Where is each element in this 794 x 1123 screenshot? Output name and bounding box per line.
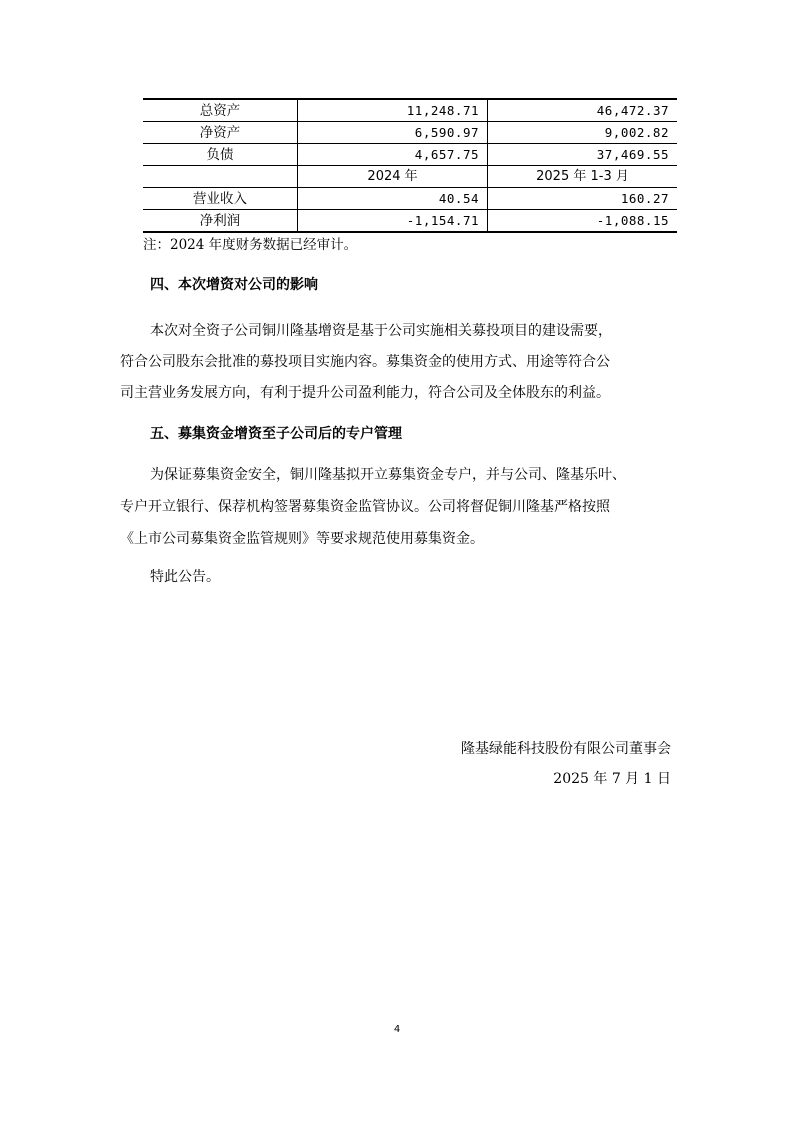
paragraph-line: 专户开立银行、保荐机构签署募集资金监管协议。公司将督促铜川隆基严格按照	[120, 499, 610, 515]
paragraph-line: 本次对全资子公司铜川隆基增资是基于公司实施相关募投项目的建设需要，	[150, 323, 612, 339]
table-note: 注：2024 年度财务数据已经审计。	[143, 237, 358, 253]
row-label: 总资产	[143, 99, 298, 122]
table-row	[143, 99, 677, 122]
cell-value: -1,154.71	[298, 210, 488, 233]
row-label: 净利润	[143, 210, 298, 233]
header-label	[143, 166, 298, 188]
section-heading: 四、本次增资对公司的影响	[150, 277, 318, 293]
signature-company: 隆基绿能科技股份有限公司董事会	[461, 741, 671, 757]
paragraph-line: 《上市公司募集资金监管规则》等要求规范使用募集资金。	[120, 531, 484, 547]
table-header-row	[143, 166, 677, 188]
cell-value: 40.54	[298, 188, 488, 210]
row-label: 负债	[143, 144, 298, 166]
cell-value: 46,472.37	[488, 99, 677, 122]
paragraph-line: 司主营业务发展方向，有利于提升公司盈利能力，符合公司及全体股东的利益。	[120, 385, 610, 401]
section-heading: 五、募集资金增资至子公司后的专户管理	[150, 426, 402, 442]
cell-value: 11,248.71	[298, 99, 488, 122]
page-number: 4	[393, 1024, 401, 1035]
cell-value: 160.27	[488, 188, 677, 210]
table-row	[143, 188, 677, 210]
signature-date: 2025 年 7 月 1 日	[553, 771, 671, 787]
cell-value: 4,657.75	[298, 144, 488, 166]
financial-table	[143, 98, 677, 233]
closing-text: 特此公告。	[150, 569, 220, 585]
cell-value: -1,088.15	[488, 210, 677, 233]
cell-value: 37,469.55	[488, 144, 677, 166]
table-row	[143, 144, 677, 166]
column-header: 2025 年 1-3 月	[488, 166, 677, 188]
paragraph-line: 为保证募集资金安全，铜川隆基拟开立募集资金专户，并与公司、隆基乐叶、	[150, 467, 626, 483]
paragraph-line: 符合公司股东会批准的募投项目实施内容。募集资金的使用方式、用途等符合公	[120, 354, 610, 370]
row-label: 营业收入	[143, 188, 298, 210]
table-row	[143, 210, 677, 233]
row-label: 净资产	[143, 122, 298, 144]
cell-value: 9,002.82	[488, 122, 677, 144]
table-row	[143, 122, 677, 144]
column-header: 2024 年	[298, 166, 488, 188]
cell-value: 6,590.97	[298, 122, 488, 144]
